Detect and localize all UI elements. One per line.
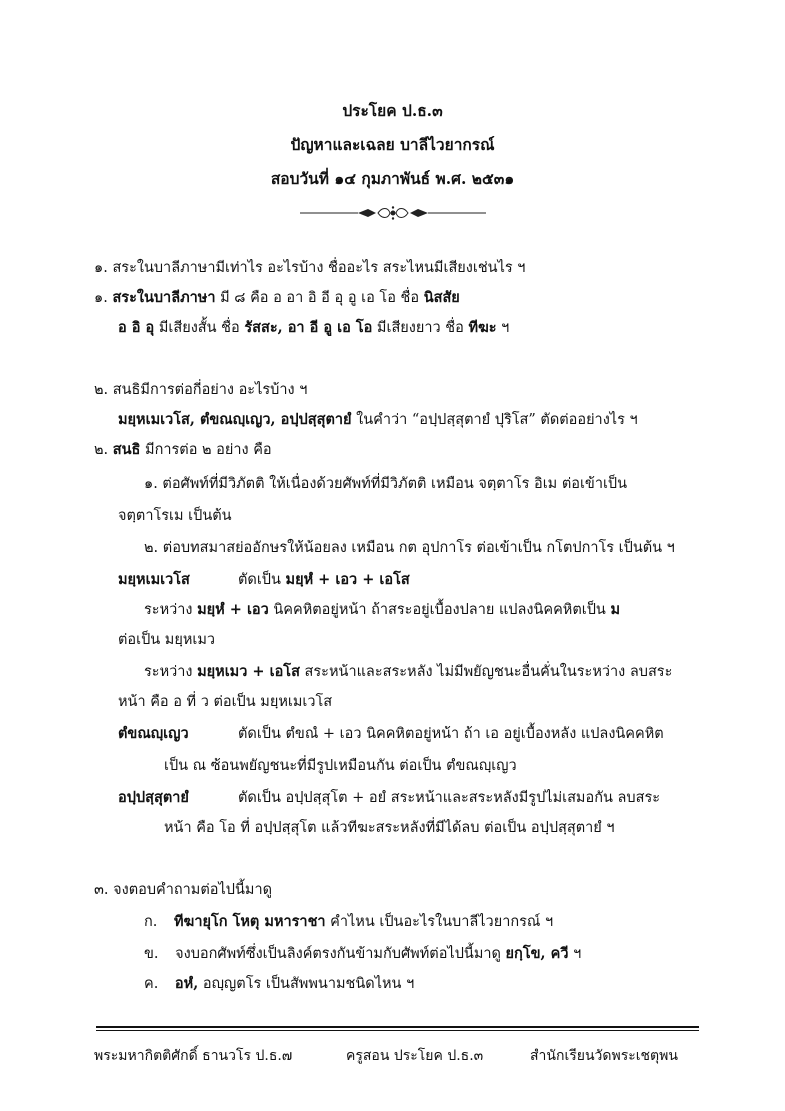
footer-school: สำนักเรียนวัดพระเชตุพน xyxy=(530,1048,678,1064)
q1-tigha-term: ทีฆะ xyxy=(468,319,497,336)
q3-item-a-text: คำไหน เป็นอะไรในบาลีไวยากรณ์ ฯ xyxy=(325,914,554,930)
q2-word3-line2: หน้า คือ โอ ที่ อปฺปสฺสุโต แล้วทีฆะสระหลังที่มีได้ลบ ต่อเป็น อปฺปสฺสุตายํ ฯ xyxy=(164,820,615,836)
q2-word1-step2-label: ระหว่าง xyxy=(144,664,198,680)
header-subject-line: ปัญหาและเฉลย บาลีไวยากรณ์ xyxy=(290,135,495,154)
q2-answer-number: ๒. xyxy=(94,442,109,458)
q2-word1-split xyxy=(118,570,190,590)
q2-word1-step2-line1 xyxy=(144,662,672,682)
q1-short-text: มีเสียงสั้น ชื่อ xyxy=(154,320,245,336)
q2-word1-split-label: ตัดเป็น xyxy=(238,572,286,588)
q2-word2-line2: เป็น ณ ซ้อนพยัญชนะที่มีรูปเหมือนกัน ต่อเป็น ตํขณญฺเญว xyxy=(164,758,517,774)
footer-rule-thick xyxy=(96,1026,699,1028)
q2-word1-step2-pair: มยฺหเมว + เอโส xyxy=(197,663,300,680)
q2-word2-line1: ตัดเป็น ตํขณํ + เอว นิคคหิตอยู่หน้า ถ้า เอ อยู่เบื้องหลัง แปลงนิคคหิต xyxy=(238,726,664,742)
q3-item-b-label: ข. xyxy=(144,946,159,962)
q2-word1-step2-line2: หน้า คือ อ ที่ ว ต่อเป็น มยฺหเมเวโส xyxy=(118,694,333,710)
q2-word1-step1-line1 xyxy=(144,600,620,620)
q2-word3-bold: อปฺปสฺสุตายํ xyxy=(118,789,189,806)
q2-question-text: สนธิมีการต่อกี่อย่าง อะไรบ้าง ฯ xyxy=(112,382,308,398)
q2-answer-intro xyxy=(94,440,272,460)
footer-teacher: ครูสอน ประโยค ป.ธ.๓ xyxy=(346,1048,484,1064)
q1-number: ๑. xyxy=(94,260,108,276)
q1-end-mark: ฯ xyxy=(496,320,510,336)
q3-item-c-text: อญฺญตโร เป็นสัพพนามชนิดไหน ฯ xyxy=(198,976,415,992)
q1-answer-number: ๑. xyxy=(94,290,108,306)
q1-answer-line1 xyxy=(94,288,460,308)
q1-answer-text: มี ๘ คือ อ อา อิ อี อุ อู เอ โอ ชื่อ xyxy=(215,290,424,306)
q2-answer-term: สนธิ xyxy=(112,441,141,458)
q1-short-vowels: อ อิ อุ xyxy=(118,319,155,336)
q2-point1-line2: จตฺตาโรเม เป็นต้น xyxy=(118,508,232,524)
q2-word1-step1-letter: ม xyxy=(610,601,620,618)
q3-question-text: จงตอบคำถามต่อไปนี้มาดู xyxy=(113,882,273,898)
q2-word2-bold: ตํขณญฺเญว xyxy=(118,725,189,742)
q2-question-terms: มยฺหเมเวโส, ตํขณญฺเญว, อปฺปสฺสุตายํ xyxy=(118,411,352,428)
q2-word1-parts: มยฺหํ + เอว + เอโส xyxy=(285,571,410,588)
q2-word3-term xyxy=(118,788,189,808)
q1-answer-term2: นิสสัย xyxy=(423,289,460,306)
q1-question xyxy=(94,258,525,278)
q3-item-a-label: ก. xyxy=(144,914,158,930)
q3-item-a-terms: ทีฆายุโก โหตุ มหาราชา xyxy=(174,913,326,930)
q3-item-a xyxy=(144,912,553,932)
q2-word2-term xyxy=(118,724,189,744)
q3-item-b-text: จงบอกศัพท์ซึ่งเป็นลิงค์ตรงกันข้ามกับศัพท์ต่อไปนี้มาดู xyxy=(175,946,506,962)
q2-question-sub-text: ในคำว่า “อปฺปสฺสุตายํ ปุริโส” ตัดต่ออย่างไร ฯ xyxy=(351,412,638,428)
footer-author: พระมหากิตติศักดิ์ ธานวโร ป.ธ.๗ xyxy=(94,1048,293,1064)
q3-item-b-end: ฯ xyxy=(568,946,582,962)
q2-word1-step2-text: สระหน้าและสระหลัง ไม่มีพยัญชนะอื่นคั่นในระหว่าง ลบสระ xyxy=(299,664,673,680)
q2-word3-line1: ตัดเป็น อปฺปสฺสุโต + อยํ สระหน้าและสระหลังมีรูปไม่เสมอกัน ลบสระ xyxy=(238,790,661,806)
q3-number: ๓. xyxy=(94,882,109,898)
q2-answer-text: มีการต่อ ๒ อย่าง คือ xyxy=(140,442,272,458)
q1-long-vowels: รัสสะ, อา อี อู เอ โอ xyxy=(244,319,373,336)
q1-question-text: สระในบาลีภาษามีเท่าไร อะไรบ้าง ชื่ออะไร สระไหนมีเสียงเช่นไร ฯ xyxy=(112,260,526,276)
q2-number: ๒. xyxy=(94,382,109,398)
q3-item-c xyxy=(144,974,414,994)
q3-item-c-label: ค. xyxy=(144,976,159,992)
q2-question xyxy=(94,380,307,400)
q2-word1-step1-line2: ต่อเป็น มยฺหเมว xyxy=(118,632,216,648)
q2-point1-line1: ๑. ต่อศัพท์ที่มีวิภัตติ ให้เนื่องด้วยศัพท์ที่มีวิภัตติ เหมือน จตฺตาโร อิเม ต่อเข้าเป็น xyxy=(144,476,628,492)
q2-word1-step1-pair: มยฺหํ + เอว xyxy=(197,601,269,618)
header-date-line: สอบวันที่ ๑๔ กุมภาพันธ์ พ.ศ. ๒๕๓๑ xyxy=(270,169,515,188)
q2-word1-split-result xyxy=(238,570,410,590)
q1-answer-term: สระในบาลีภาษา xyxy=(112,289,216,306)
q2-word1-step1-text: นิคคหิตอยู่หน้า ถ้าสระอยู่เบื้องปลาย แปลงนิคคหิตเป็น xyxy=(268,602,611,618)
q3-item-c-term: อหํ, xyxy=(174,975,199,992)
q2-word1-step1-label: ระหว่าง xyxy=(144,602,198,618)
footer-rule-thin xyxy=(96,1030,699,1031)
q1-long-text: มีเสียงยาว ชื่อ xyxy=(372,320,469,336)
q2-question-sub xyxy=(118,410,638,430)
ornament-divider xyxy=(298,204,488,222)
q1-answer-line2 xyxy=(118,318,509,338)
q2-point2-line1: ๒. ต่อบทสมาสย่ออักษรให้น้อยลง เหมือน กต อุปกาโร ต่อเข้าเป็น กโตปกาโร เป็นต้น ฯ xyxy=(144,540,675,556)
q3-item-b-terms: ยกฺโข, ควี xyxy=(505,945,569,962)
header-class-line: ประโยค ป.ธ.๓ xyxy=(342,101,443,120)
q3-question xyxy=(94,880,272,900)
q2-word1-term: มยฺหเมเวโส xyxy=(118,571,190,588)
q3-item-b xyxy=(144,944,581,964)
